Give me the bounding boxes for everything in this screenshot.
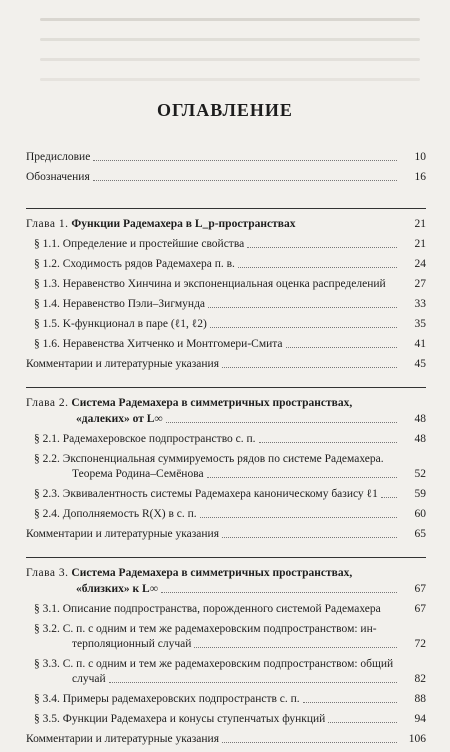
toc-section[interactable] (26, 692, 426, 706)
toc-entry-page: 52 (414, 468, 426, 480)
leader-dots (161, 592, 397, 593)
toc-entry-label: Комментарии и литературные указания (26, 358, 220, 370)
leader-dots (286, 347, 397, 348)
leader-dots (303, 702, 397, 703)
toc-entry-label: § 1.1. Определение и простейшие свойства (34, 238, 245, 250)
leader-dots (109, 682, 397, 683)
toc-entry-page: 35 (414, 318, 426, 330)
toc-entry-label: случай (72, 673, 106, 685)
toc-chapter-3-cont[interactable] (26, 582, 426, 596)
toc-entry-page: 16 (414, 171, 426, 183)
toc-entry-comments[interactable] (26, 732, 426, 746)
toc-entry-page: 82 (414, 673, 426, 685)
chapter-title-cont: «близких» к L∞ (76, 583, 158, 595)
toc-entry-label: Комментарии и литературные указания (26, 733, 220, 745)
chapter-title: Система Радемахера в симметричных пространствах, (71, 567, 353, 579)
section-rule (26, 208, 426, 209)
toc-entry-page: 72 (414, 638, 426, 650)
toc-section[interactable] (26, 657, 426, 671)
leader-dots (238, 267, 397, 268)
toc-section[interactable] (26, 452, 426, 466)
bleed-through-line (40, 18, 420, 21)
leader-dots (200, 517, 397, 518)
page-title: ОГЛАВЛЕНИЕ (157, 100, 293, 120)
chapter-title: Система Радемахера в симметричных пространствах, (71, 397, 353, 409)
chapter-number: Глава 2. (26, 397, 69, 409)
toc-chapter-2-cont[interactable] (26, 412, 426, 426)
toc-entry-page: 21 (414, 238, 426, 250)
toc-section[interactable] (26, 277, 426, 291)
toc-entry-label: § 3.3. С. п. с одним и тем же радемахеровским подпространством: общий (34, 658, 394, 670)
toc-section[interactable] (26, 712, 426, 726)
toc-section[interactable] (26, 487, 426, 501)
toc-entry-page: 48 (414, 413, 426, 425)
leader-dots (210, 327, 397, 328)
leader-dots (207, 477, 397, 478)
toc-entry-label: § 1.5. K-функционал в паре (ℓ1, ℓ2) (34, 318, 207, 330)
toc-section[interactable] (26, 337, 426, 351)
toc-entry-page: 94 (414, 713, 426, 725)
toc-entry-label: § 2.1. Радемахеровское подпространство с. п. (34, 433, 256, 445)
toc-chapter-3[interactable] (26, 566, 426, 580)
toc-entry-page: 24 (414, 258, 426, 270)
toc-entry-page: 60 (414, 508, 426, 520)
toc-section-cont[interactable] (26, 467, 426, 481)
toc-entry-page: 21 (414, 218, 426, 230)
toc-section[interactable] (26, 507, 426, 521)
toc-chapter-2[interactable] (26, 396, 426, 410)
bleed-through-line (40, 78, 420, 81)
toc-entry-preface[interactable] (26, 150, 426, 164)
toc-section[interactable] (26, 317, 426, 331)
toc-entry-page: 33 (414, 298, 426, 310)
leader-dots (222, 742, 397, 743)
toc-section[interactable] (26, 297, 426, 311)
toc-entry-page: 10 (414, 151, 426, 163)
toc-entry-comments[interactable] (26, 527, 426, 541)
bleed-through-line (40, 38, 420, 41)
toc-entry-page: 59 (414, 488, 426, 500)
toc-entry-label: § 3.2. С. п. с одним и тем же радемахеровским подпространством: ин- (34, 623, 377, 635)
toc-entry-label: § 2.4. Дополняемость R(X) в с. п. (34, 508, 197, 520)
leader-dots (247, 247, 397, 248)
toc-entry-page: 67 (414, 583, 426, 595)
section-rule (26, 557, 426, 558)
toc-entry-comments[interactable] (26, 357, 426, 371)
leader-dots (381, 497, 397, 498)
toc-section-cont[interactable] (26, 672, 426, 686)
toc-entry-label: § 2.3. Эквивалентность системы Радемахера каноническому базису ℓ1 (34, 488, 378, 500)
toc-entry-label: § 1.6. Неравенства Хитченко и Монтгомери-Смита (34, 338, 283, 350)
toc-entry-label: Обозначения (26, 171, 90, 183)
toc-section[interactable] (26, 602, 426, 616)
toc-entry-page: 41 (414, 338, 426, 350)
leader-dots (328, 722, 397, 723)
toc-entry-label: § 3.4. Примеры радемахеровских подпространств с. п. (34, 693, 300, 705)
chapter-number: Глава 1. (26, 218, 69, 230)
chapter-title-cont: «далеких» от L∞ (76, 413, 163, 425)
chapter-title: Функции Радемахера в L_p-пространствах (71, 218, 296, 230)
toc-section[interactable] (26, 257, 426, 271)
toc-entry-label: Предисловие (26, 151, 91, 163)
chapter-number: Глава 3. (26, 567, 69, 579)
toc-entry-page: 106 (408, 733, 426, 745)
toc-entry-label: терполяционный случай (72, 638, 192, 650)
leader-dots (93, 180, 397, 181)
leader-dots (208, 307, 397, 308)
toc-entry-page: 27 (414, 278, 426, 290)
toc-section[interactable] (26, 432, 426, 446)
section-rule (26, 387, 426, 388)
leader-dots (194, 647, 397, 648)
leader-dots (259, 442, 397, 443)
toc-entry-label: § 2.2. Экспоненциальная суммируемость рядов по системе Радемахера. (34, 453, 384, 465)
leader-dots (93, 160, 397, 161)
toc-entry-label: Комментарии и литературные указания (26, 528, 220, 540)
toc-section-cont[interactable] (26, 637, 426, 651)
toc-entry-label: § 1.3. Неравенство Хинчина и экспоненциальная оценка распределений (34, 278, 386, 290)
toc-entry-page: 88 (414, 693, 426, 705)
leader-dots (222, 367, 397, 368)
toc-entry-page: 45 (414, 358, 426, 370)
toc-entry-page: 65 (414, 528, 426, 540)
toc-entry-page: 48 (414, 433, 426, 445)
table-of-contents (26, 150, 426, 752)
toc-entry-page: 67 (414, 603, 426, 615)
toc-entry-notation[interactable] (26, 170, 426, 184)
leader-dots (222, 537, 397, 538)
leader-dots (166, 422, 397, 423)
toc-entry-label: § 3.1. Описание подпространства, порожденного системой Радемахера (34, 603, 381, 615)
toc-section[interactable] (26, 622, 426, 636)
toc-section[interactable] (26, 237, 426, 251)
toc-entry-label: Теорема Родина–Семёнова (72, 468, 204, 480)
toc-entry-label: § 1.2. Сходимость рядов Радемахера п. в. (34, 258, 235, 270)
bleed-through-line (40, 58, 420, 61)
toc-chapter-1[interactable] (26, 217, 426, 231)
toc-entry-label: § 1.4. Неравенство Пэли–Зигмунда (34, 298, 206, 310)
toc-entry-label: § 3.5. Функции Радемахера и конусы ступенчатых функций (34, 713, 326, 725)
